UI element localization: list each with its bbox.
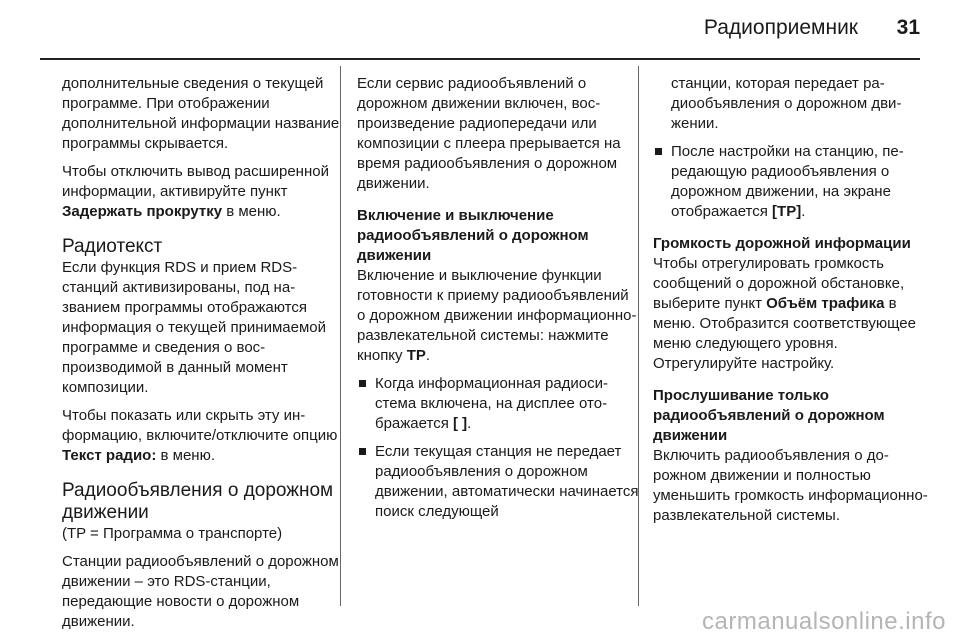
paragraph: Если сервис радиообъявлений о дорожном движении включен, воспроизведение радиопередачи или композиции с плеера прерывается на время радиообъявления о дорожном движении. <box>357 75 621 192</box>
paragraph: Чтобы отрегулировать громкость сообщений о дорожной обстановке, выберите пункт Объём трафика в меню. Отобразится соответствующее меню следующего уровня. Отрегулируйте настройку. <box>653 255 916 372</box>
header-rule <box>40 58 920 60</box>
tp-button-ref: TP <box>406 347 426 364</box>
section-heading-traffic: Радиообъявления о дорожном движении <box>62 480 334 523</box>
column-2 <box>357 74 639 530</box>
page-number: 31 <box>896 16 920 39</box>
paragraph: Если функция RDS и прием RDS-станций активизированы, под названием программы отображаются информация о текущей принимаемой программе и сведения о воспроизводимой в данный момент композиции. <box>62 259 326 396</box>
subheading-listen: Прослушивание только радиообъявлений о дорожном движении <box>653 387 885 444</box>
subheading-volume: Громкость дорожной информации <box>653 235 911 252</box>
menu-item-ref: Объём трафика <box>766 295 885 312</box>
paragraph: Станции радиообъявлений о дорожном движении – это RDS-станции, передающие новости о дорожном движении. <box>62 553 339 630</box>
paragraph: Чтобы показать или скрыть эту информацию, включите/отключите опцию Текст радио: в меню. <box>62 407 338 464</box>
watermark: carmanualsonline.info <box>702 608 946 635</box>
column-3 <box>653 74 935 534</box>
paragraph: Включить радиообъявления о дорожном движении и полностью уменьшить громкость информационно-развлекательной системы. <box>653 447 928 524</box>
menu-item-ref: Задержать прокрутку <box>62 203 223 220</box>
paragraph: дополнительные сведения о текущей программе. При отображении дополнительной информации название программы скрывается. <box>62 75 340 152</box>
tp-note: (TP = Программа о транспорте) <box>62 525 283 542</box>
bullet-continuation: станции, которая передает радиообъявления о дорожном движении. <box>671 75 902 132</box>
section-heading-radiotext: Радиотекст <box>62 236 163 257</box>
paragraph: Включение и выключение функции готовности к приему радиообъявлений о дорожном движении информационно-развлекательной системы: нажмите кнопку TP. <box>357 267 637 364</box>
page-header-title: Радиоприемник <box>703 16 858 39</box>
bullet-item: После настройки на станцию, передающую радиообъявления о дорожном движении, на экране отображается [TP]. <box>653 142 935 222</box>
menu-item-ref: Текст радио: <box>62 447 157 464</box>
subheading-onoff: Включение и выключение радиообъявлений о дорожном движении <box>357 207 589 264</box>
bullet-item: Если текущая станция не передает радиообъявления о дорожном движении, автоматически начинается поиск следующей <box>357 442 639 522</box>
paragraph: Чтобы отключить вывод расширенной информации, активируйте пункт Задержать прокрутку в меню. <box>62 163 329 220</box>
bullet-item: Когда информационная радиосистема включена, на дисплее отображается [ ]. <box>357 374 639 434</box>
column-1 <box>62 74 344 640</box>
